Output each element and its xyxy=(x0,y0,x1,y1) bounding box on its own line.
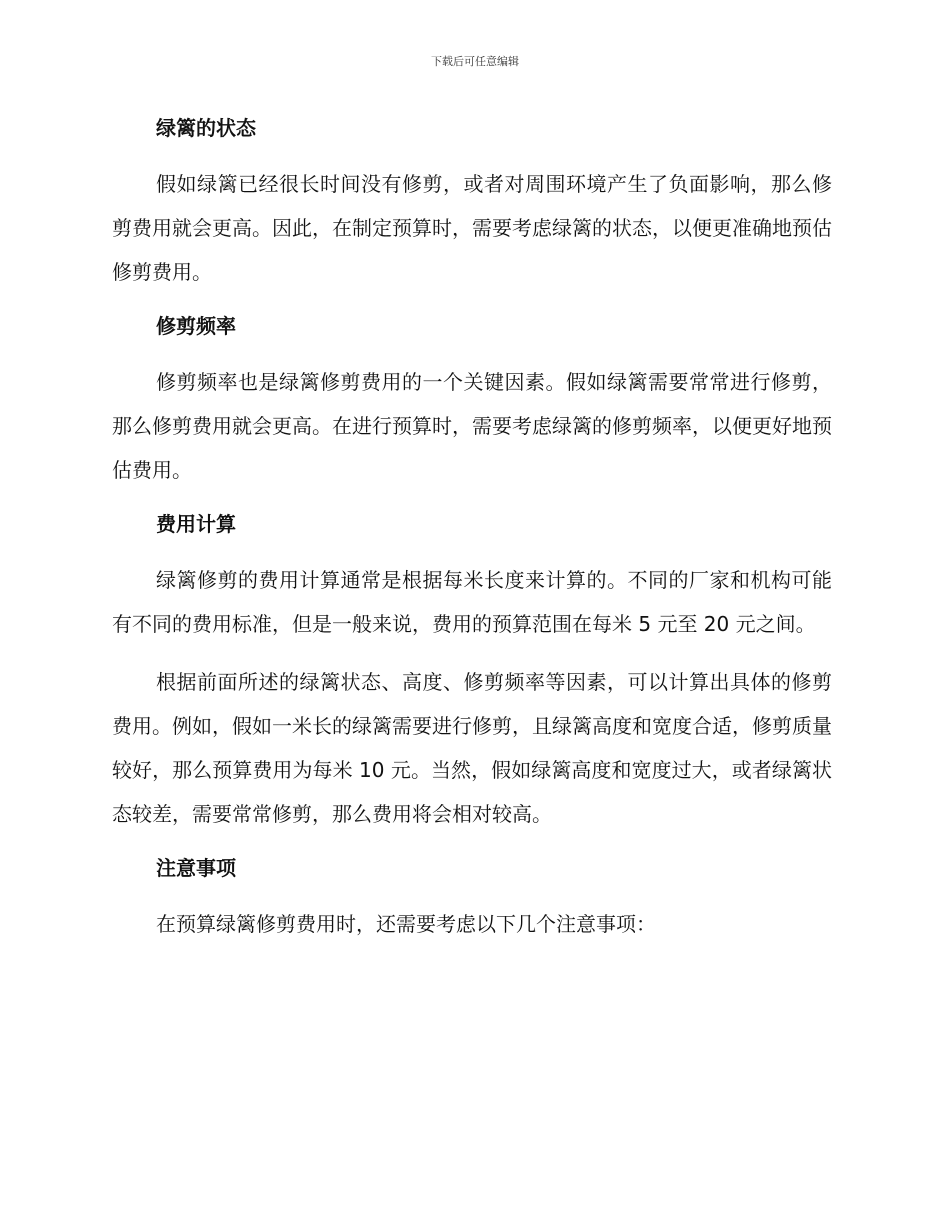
paragraph-notes: 在预算绿篱修剪费用时，还需要考虑以下几个注意事项： xyxy=(156,912,656,936)
section-heading-notes: 注意事项 xyxy=(156,856,236,880)
document-body xyxy=(112,110,832,960)
paragraph-cost-calculation-2: 根据前面所述的绿篱状态、高度、修剪频率等因素，可以计算出具体的修剪费用。例如，假如一米长的绿篱需要进行修剪，且绿篱高度和宽度合适，修剪质量较好，那么预算费用为每米 10 元。当然，假如绿篱高度和宽度过大，或者绿篱状态较差，需要常常修剪，那么费用将会相对较高。 xyxy=(112,670,832,826)
paragraph-hedge-condition: 假如绿篱已经很长时间没有修剪，或者对周围环境产生了负面影响，那么修剪费用就会更高。因此，在制定预算时，需要考虑绿篱的状态，以便更准确地预估修剪费用。 xyxy=(112,172,832,284)
page-header: 下载后可任意编辑 xyxy=(431,55,519,68)
section-heading-hedge-condition: 绿篱的状态 xyxy=(156,116,256,140)
section-heading-cost-calculation: 费用计算 xyxy=(156,512,236,536)
paragraph-trim-frequency: 修剪频率也是绿篱修剪费用的一个关键因素。假如绿篱需要常常进行修剪，那么修剪费用就会更高。在进行预算时，需要考虑绿篱的修剪频率，以便更好地预估费用。 xyxy=(112,370,832,482)
paragraph-cost-calculation-1: 绿篱修剪的费用计算通常是根据每米长度来计算的。不同的厂家和机构可能有不同的费用标准，但是一般来说，费用的预算范围在每米 5 元至 20 元之间。 xyxy=(112,568,832,636)
section-heading-trim-frequency: 修剪频率 xyxy=(156,314,236,338)
